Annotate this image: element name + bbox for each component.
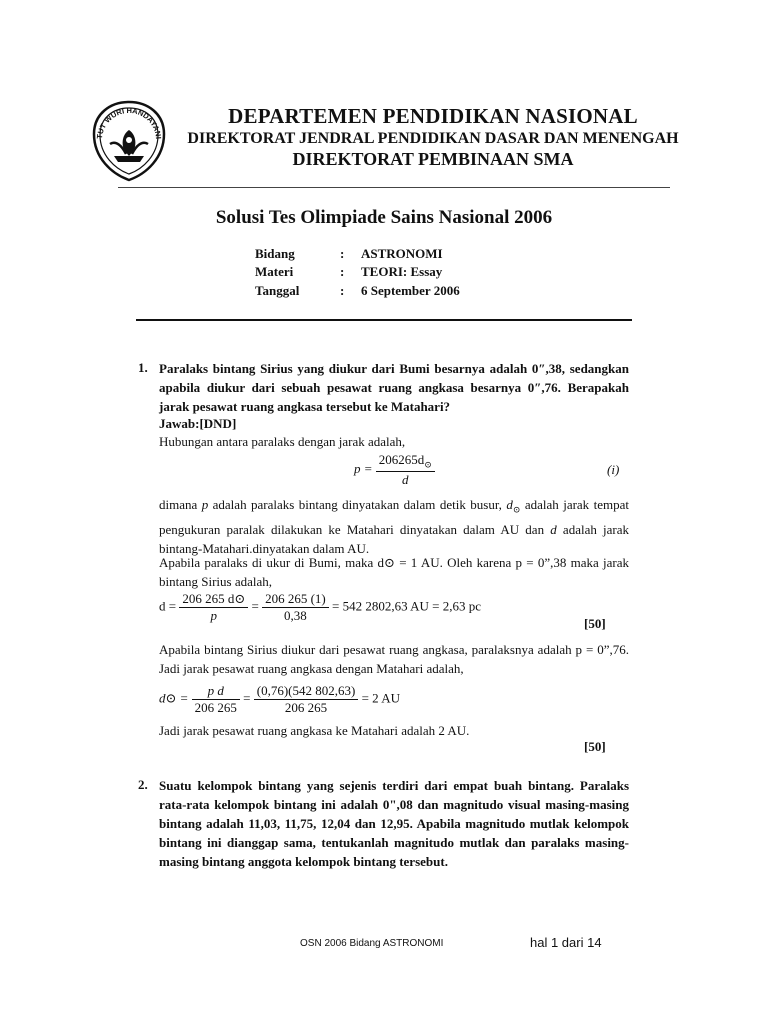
equation-result: = 2 AU bbox=[361, 690, 400, 706]
meta-value-tanggal: 6 September 2006 bbox=[361, 283, 460, 298]
document-title: Solusi Tes Olimpiade Sains Nasional 2006 bbox=[215, 207, 553, 228]
answer-label: Jawab:[DND] bbox=[159, 416, 237, 431]
answer-paragraph: dimana p adalah paralaks bintang dinyatakan dalam detik busur, $d_⊙$ adalah jarak tempat pengukuran paralak dilakukan ke Matahari dinyatakan dalam AU dan d adalah jarak bintang-Matahari.dinyatakan dalam AU. bbox=[159, 497, 630, 556]
equation-fraction bbox=[192, 683, 240, 716]
meta-value-materi: TEORI: Essay bbox=[361, 264, 443, 279]
equation-denominator: 0,38 bbox=[284, 608, 307, 623]
meta-colon: : bbox=[340, 283, 345, 298]
meta-colon: : bbox=[340, 246, 345, 261]
equation-denominator: d bbox=[402, 471, 409, 487]
question-text: Paralaks bintang Sirius yang diukur dari Bumi besarnya adalah 0″,38, sedangkan apabila diukur dari sebuah pesawat ruang angkasa besarnya 0″,76. Berapakah jarak pesawat ruang angkasa tersebut ke Matahari? bbox=[159, 361, 629, 414]
equation-lhs: d⊙ = bbox=[159, 690, 189, 706]
answer-paragraph: Apabila bintang Sirius diukur dari pesawat ruang angkasa, paralaksnya adalah p = 0”,76. Jadi jarak pesawat ruang angkasa dengan Matahari adalah, bbox=[159, 642, 629, 676]
equation-denominator: p bbox=[210, 608, 218, 623]
equation-lhs: d = bbox=[159, 598, 177, 614]
meta-value-bidang: ASTRONOMI bbox=[361, 246, 443, 261]
answer-paragraph: Apabila paralaks di ukur di Bumi, maka d⊙ = 1 AU. Oleh karena p = 0”,38 maka jarak bintang Sirius adalah, bbox=[159, 555, 629, 589]
header-directorate-general: DIREKTORAT JENDRAL PENDIDIKAN DASAR DAN MENENGAH bbox=[187, 130, 679, 147]
equation-numerator: 206 265 d⊙ bbox=[179, 591, 248, 608]
equation-numerator: 206 265 (1) bbox=[262, 591, 329, 608]
equation-distance: d = $\frac{206 265 d⊙}{p}$ = $\frac{206 265 (1)}{0,38}$ = 542 2802,63 AU = 2,63 pc bbox=[159, 591, 482, 623]
footer-label: OSN 2006 Bidang ASTRONOMI bbox=[300, 938, 444, 949]
header-divider bbox=[118, 187, 670, 188]
meta-key-tanggal: Tanggal bbox=[255, 283, 300, 298]
meta-colon: : bbox=[340, 264, 345, 279]
question-text: Suatu kelompok bintang yang sejenis terdiri dari empat buah bintang. Paralaks rata-rata kelompok bintang ini adalah 0",08 dan magnitudo visual masing-masing bintang adalah 11,03, 11,75, 12,04 dan 12,95. Apabila magnitudo mutlak kelompok bintang ini dianggap sama, tentukanlah magnitudo mutlak dan paralaks masing-masing bintang anggota kelompok bintang tersebut. bbox=[159, 778, 629, 869]
meta-key-bidang: Bidang bbox=[255, 246, 295, 261]
header-directorate: DIREKTORAT PEMBINAAN SMA bbox=[292, 149, 574, 169]
question-number: 1. bbox=[138, 360, 148, 375]
page-number: hal 1 dari 14 bbox=[530, 935, 602, 950]
equation-fraction bbox=[262, 591, 329, 624]
equation-denominator: 206 265 bbox=[194, 700, 237, 715]
equation-fraction bbox=[179, 591, 248, 624]
header-department: DEPARTEMEN PENDIDIKAN NASIONAL bbox=[228, 104, 638, 128]
title-divider bbox=[136, 319, 632, 321]
equation-numerator: (0,76)(542 802,63) bbox=[254, 683, 359, 700]
answer-paragraph: Jadi jarak pesawat ruang angkasa ke Matahari adalah 2 AU. bbox=[159, 723, 470, 738]
equation-denominator: 206 265 bbox=[284, 700, 328, 715]
score-label: [50] bbox=[584, 739, 606, 754]
equation-numerator: p d bbox=[192, 683, 240, 700]
equation-lhs: p = bbox=[354, 460, 373, 476]
equation-spacecraft-distance: d⊙ = $\frac{\text{p d}}{206 265}$ = $\frac{(0,76)(542 802,63)}{206 265}$ = 2 AU bbox=[159, 683, 400, 715]
svg-text:TUT WURI HANDAYANI: TUT WURI HANDAYANI bbox=[94, 105, 163, 140]
equation-fraction bbox=[254, 683, 359, 716]
equation-tag: (i) bbox=[607, 462, 620, 477]
answer-paragraph: Hubungan antara paralaks dengan jarak adalah, bbox=[159, 434, 406, 449]
question-number: 2. bbox=[138, 777, 148, 792]
tut-wuri-handayani-logo bbox=[90, 100, 168, 182]
meta-key-materi: Materi bbox=[255, 264, 294, 279]
equation-parallax bbox=[354, 452, 435, 488]
equation-result: = 542 2802,63 AU = 2,63 pc bbox=[332, 598, 482, 614]
score-label: [50] bbox=[584, 616, 606, 631]
equation-numerator: $206265d_⊙$ bbox=[376, 452, 435, 472]
equation-fraction bbox=[376, 452, 435, 488]
